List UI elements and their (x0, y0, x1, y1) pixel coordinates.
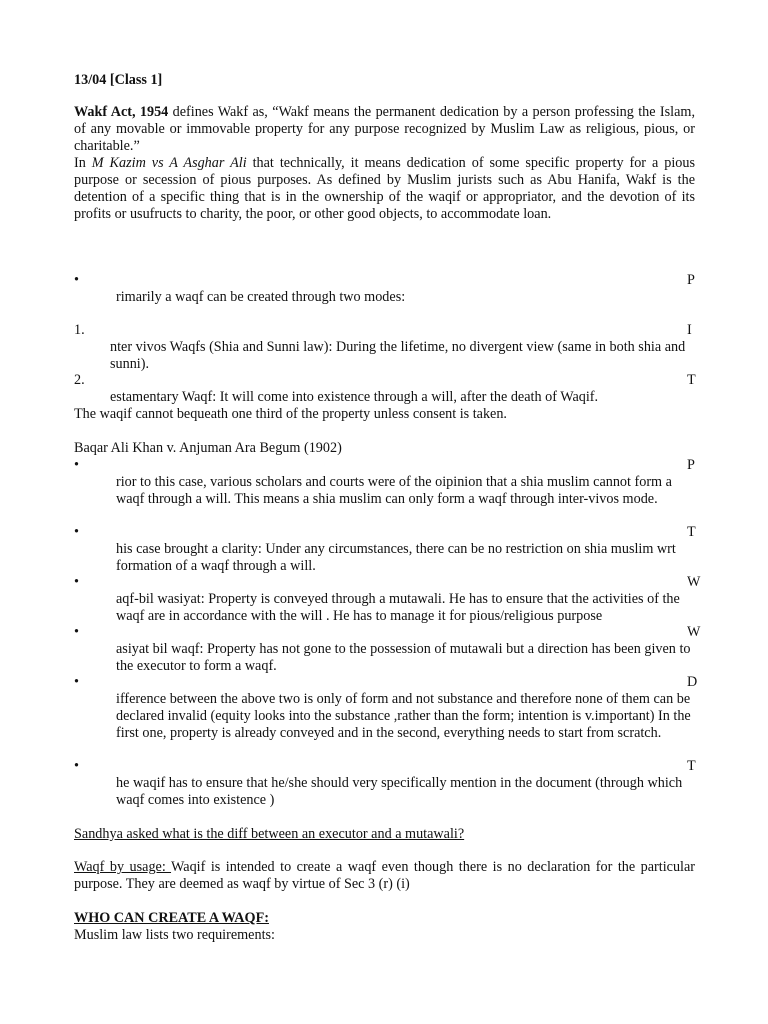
bullet-letter: T (687, 758, 696, 774)
list-letter: I (687, 322, 692, 338)
waqf-by-usage-paragraph (74, 859, 695, 893)
case-definition-paragraph: In M Kazim vs A Asghar Ali that technically, it means dedication of some specific property for a pious purpose or secession of pious purposes. As defined by Muslim jurists such as Abu Hanifa, Wakf is the detention of a specific thing that is in the ownership of the waqif or appropriator, and the devotion of its profits or usufructs to charity, the poor, or other good objects, to accommodate loan. (74, 155, 695, 222)
usage-label: Waqf by usage: (74, 859, 172, 875)
usage-text: Waqif is intended to create a waqf even though there is no declaration for the particular purpose. They are deemed as waqf by virtue of Sec 3 (r) (i) (74, 859, 696, 892)
bullet-point: • (74, 457, 79, 473)
bullet-text-difference: ifference between the above two is only of form and not substance and therefore none of them can be declared invalid (equity looks into the substance ,rather than the form; intention is v.important) In the first one, property is already conveyed and in the second, everything needs to start from scratch. (116, 691, 691, 741)
bullet-text-wasiyat-bil-waqf: asiyat bil waqf: Property has not gone to the possession of mutawali but a direction has been given to the executor to form a waqf. (116, 641, 691, 674)
bullet-letter: T (687, 524, 696, 540)
who-can-create-heading: WHO CAN CREATE A WAQF: (74, 910, 269, 926)
list-number: 2. (74, 372, 85, 388)
case-text: that technically, it means dedication of some specific property for a pious purpose or secession of pious purposes. As defined by Muslim jurists such as Abu Hanifa, Wakf is the detention of a specific thing that is in the ownership of the waqif or appropriator, and the devotion of its profits or usufructs to charity, the poor, or other good objects, to accommodate loan. (74, 155, 695, 222)
bullet-text-prior: rior to this case, various scholars and courts were of the oipinion that a shia muslim cannot form a waqf through a will. This means a shia muslim can only form a waqf through inter-vivos mode. (116, 474, 672, 507)
date-class-heading: 13/04 [Class 1] (74, 72, 163, 88)
bullet-point: • (74, 574, 79, 590)
wakf-act-definition (74, 104, 695, 155)
bequeath-note: The waqif cannot bequeath one third of the property unless consent is taken. (74, 406, 507, 422)
bullet-text-clarity: his case brought a clarity: Under any circumstances, there can be no restriction on shia muslim wrt formation of a waqf through a will. (116, 541, 676, 574)
bullet-letter: P (687, 457, 695, 473)
inter-vivos-text: nter vivos Waqfs (Shia and Sunni law): During the lifetime, no divergent view (same in both shia and sunni). (110, 339, 686, 372)
act-text: defines Wakf as, “Wakf means the permanent dedication by a person professing the Islam, of any movable or immovable property for any purpose recognized by Muslim Law as religious, pious, or charitable.” (74, 104, 695, 154)
bullet-letter: P (687, 272, 695, 288)
question-line: Sandhya asked what is the diff between an executor and a mutawali? (74, 826, 465, 842)
list-number: 1. (74, 322, 85, 338)
bullet-point: • (74, 624, 79, 640)
modes-intro-text: rimarily a waqf can be created through two modes: (116, 289, 406, 305)
bullet-text-waqf-bil-wasiyat: aqf-bil wasiyat: Property is conveyed through a mutawali. He has to ensure that the activities of the waqf are in accordance with the will . He has to manage it for pious/religious purpose (116, 591, 680, 624)
act-name: Wakf Act, 1954 (74, 104, 169, 120)
bullet-point: • (74, 524, 79, 540)
bullet-letter: D (687, 674, 698, 690)
testamentary-text: estamentary Waqf: It will come into existence through a will, after the death of Waqif. (110, 389, 599, 405)
case-title: Baqar Ali Khan v. Anjuman Ara Begum (1902) (74, 440, 342, 456)
case-name: M Kazim vs A Asghar Ali (91, 155, 247, 171)
bullet-letter: W (687, 624, 701, 640)
list-letter: T (687, 372, 696, 388)
bullet-letter: W (687, 574, 701, 590)
bullet-point: • (74, 758, 79, 774)
bullet-point: • (74, 674, 79, 690)
bullet-point: • (74, 272, 79, 288)
requirements-text: Muslim law lists two requirements: (74, 927, 275, 943)
bullet-text-mention: he waqif has to ensure that he/she should very specifically mention in the document (through which waqf comes into existence ) (116, 775, 683, 808)
